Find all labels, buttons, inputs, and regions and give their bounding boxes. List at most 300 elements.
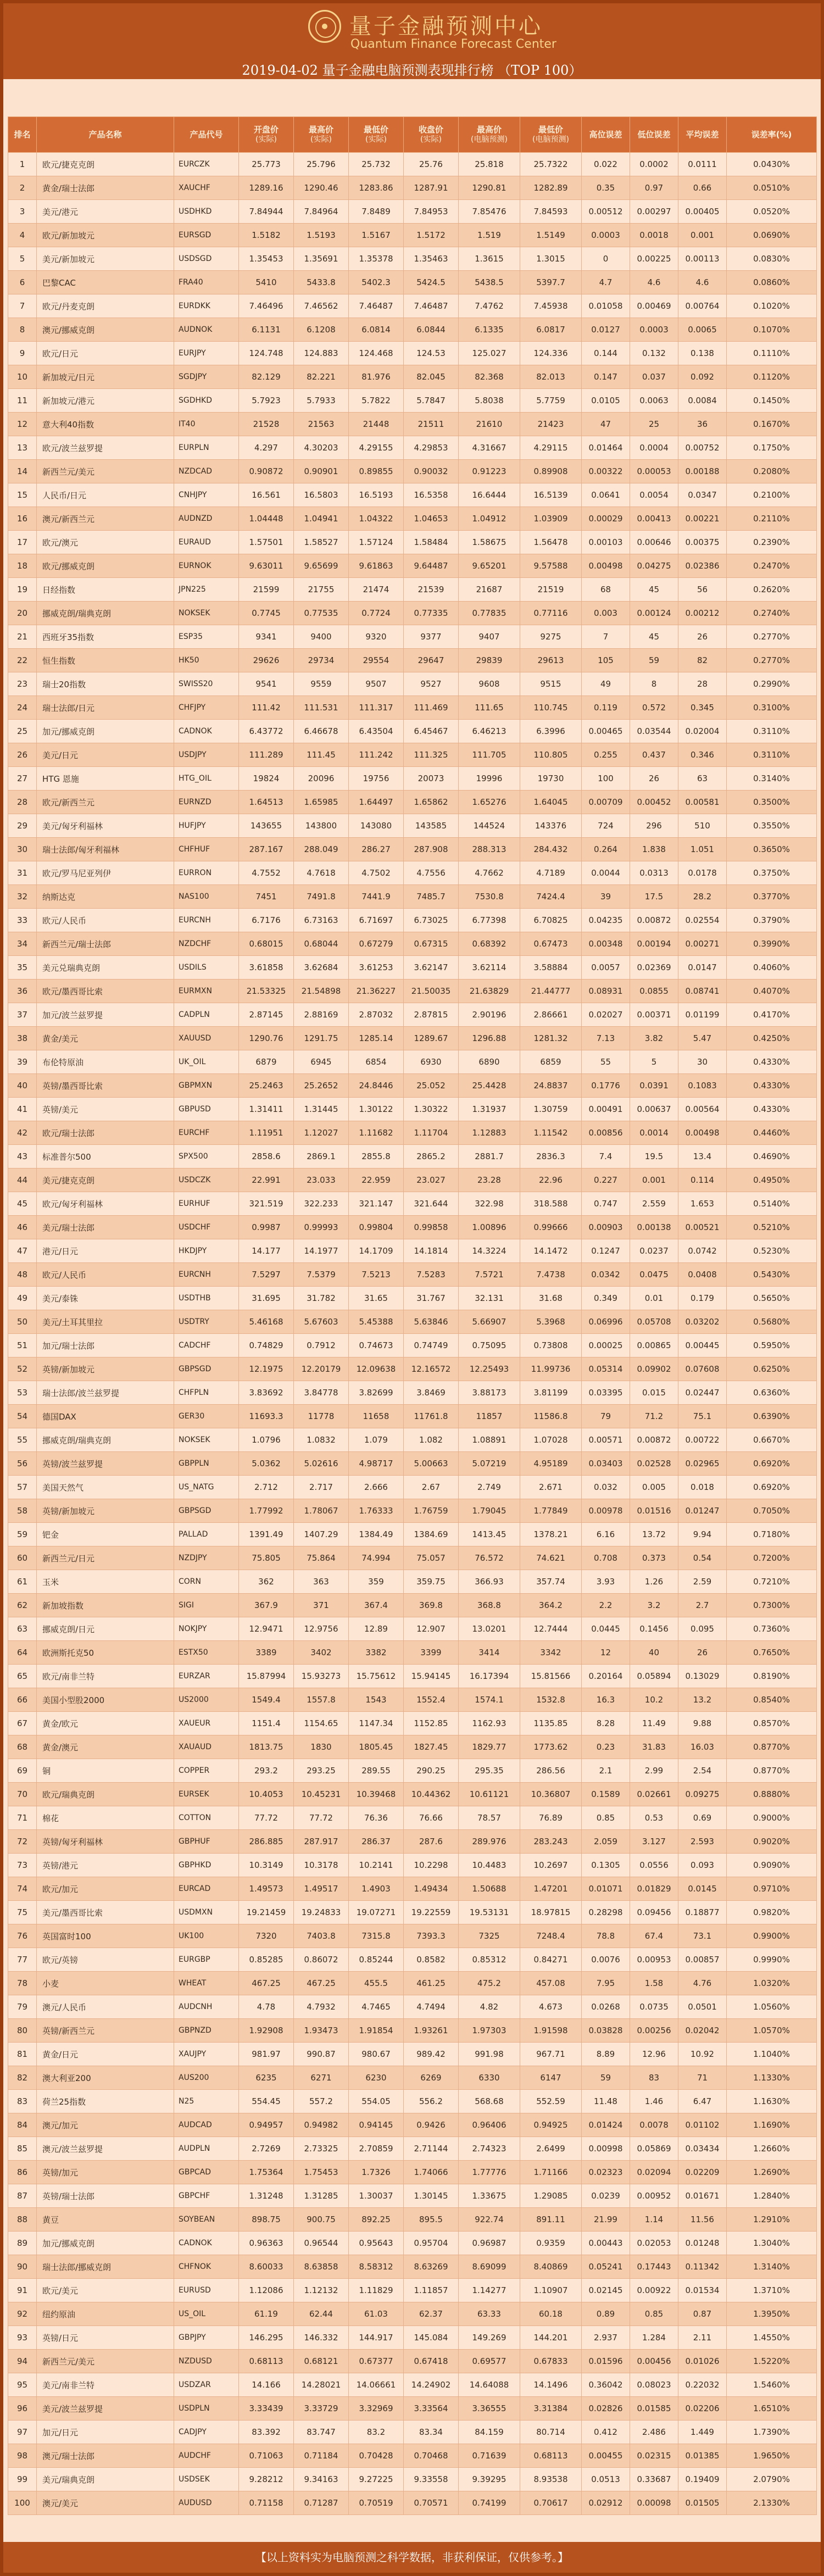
err-avg-cell: 13.4 xyxy=(678,1145,727,1169)
err-low-cell: 83 xyxy=(630,2066,678,2090)
high-cell: 1290.46 xyxy=(294,176,349,200)
product-code-cell: EURRON xyxy=(174,861,239,885)
rank-cell: 44 xyxy=(8,1169,37,1192)
err-high-cell: 0.02027 xyxy=(582,1003,630,1027)
err-avg-cell: 0.00113 xyxy=(678,247,727,271)
product-code-cell: CADNOK xyxy=(174,720,239,743)
high-cell: 4.30203 xyxy=(294,436,349,460)
product-code-cell: SOYBEAN xyxy=(174,2208,239,2232)
err-high-cell: 0.04235 xyxy=(582,909,630,932)
open-cell: 1.11951 xyxy=(239,1121,294,1145)
err-high-cell: 0.23 xyxy=(582,1735,630,1759)
err-avg-cell: 73.1 xyxy=(678,1924,727,1948)
err-pct-cell: 0.3140% xyxy=(727,767,817,791)
product-name-cell: 美元/泰铢 xyxy=(37,1287,174,1310)
open-cell: 362 xyxy=(239,1570,294,1594)
err-avg-cell: 0.69 xyxy=(678,1806,727,1830)
pred-low-cell: 10.36807 xyxy=(520,1783,582,1806)
pred-high-cell: 0.91223 xyxy=(459,460,520,483)
product-name-cell: 美元/捷克克朗 xyxy=(37,1169,174,1192)
open-cell: 10.3149 xyxy=(239,1854,294,1877)
open-cell: 5.7923 xyxy=(239,389,294,413)
product-code-cell: GBPMXN xyxy=(174,1074,239,1098)
product-code-cell: EURUSD xyxy=(174,2279,239,2302)
err-high-cell: 0.0342 xyxy=(582,1263,630,1287)
col-open: 开盘价 (实际) xyxy=(239,117,294,153)
err-high-cell: 3.93 xyxy=(582,1570,630,1594)
open-cell: 14.166 xyxy=(239,2373,294,2397)
high-cell: 1.49517 xyxy=(294,1877,349,1901)
high-cell: 1.78067 xyxy=(294,1499,349,1523)
err-avg-cell: 75.1 xyxy=(678,1405,727,1428)
product-code-cell: UK_OIL xyxy=(174,1050,239,1074)
err-low-cell: 0.17443 xyxy=(630,2255,678,2279)
pred-high-cell: 1.50688 xyxy=(459,1877,520,1901)
err-avg-cell: 4.6 xyxy=(678,271,727,294)
err-avg-cell: 0.018 xyxy=(678,1476,727,1499)
pred-low-cell: 0.94925 xyxy=(520,2113,582,2137)
err-low-cell: 0.0003 xyxy=(630,318,678,342)
low-cell: 6230 xyxy=(349,2066,404,2090)
err-pct-cell: 0.1750% xyxy=(727,436,817,460)
product-name-cell: 挪威克朗/瑞典克朗 xyxy=(37,602,174,625)
err-high-cell: 0.36042 xyxy=(582,2373,630,2397)
err-pct-cell: 1.1040% xyxy=(727,2043,817,2066)
close-cell: 1.082 xyxy=(404,1428,459,1452)
product-code-cell: ESTX50 xyxy=(174,1641,239,1665)
err-pct-cell: 0.9900% xyxy=(727,1924,817,1948)
table-row xyxy=(8,720,817,743)
err-pct-cell: 1.7390% xyxy=(727,2421,817,2444)
pred-high-cell: 1.12883 xyxy=(459,1121,520,1145)
err-avg-cell: 0.18877 xyxy=(678,1901,727,1924)
pred-low-cell: 60.18 xyxy=(520,2302,582,2326)
close-cell: 15.94145 xyxy=(404,1665,459,1688)
err-low-cell: 4.6 xyxy=(630,271,678,294)
err-avg-cell: 0.13029 xyxy=(678,1665,727,1688)
close-cell: 4.7494 xyxy=(404,1995,459,2019)
low-cell: 6.43504 xyxy=(349,720,404,743)
pred-high-cell: 6.46213 xyxy=(459,720,520,743)
err-pct-cell: 0.2770% xyxy=(727,625,817,649)
product-name-cell: 美元/南非兰特 xyxy=(37,2373,174,2397)
high-cell: 146.332 xyxy=(294,2326,349,2350)
low-cell: 12.89 xyxy=(349,1617,404,1641)
rank-cell: 39 xyxy=(8,1050,37,1074)
col-name: 产品名称 xyxy=(37,117,174,153)
close-cell: 0.70468 xyxy=(404,2444,459,2468)
table-row xyxy=(8,743,817,767)
err-avg-cell: 0.0084 xyxy=(678,389,727,413)
err-avg-cell: 82 xyxy=(678,649,727,672)
err-high-cell: 0.03403 xyxy=(582,1452,630,1476)
rank-cell: 18 xyxy=(8,554,37,578)
low-cell: 31.65 xyxy=(349,1287,404,1310)
pred-high-cell: 84.159 xyxy=(459,2421,520,2444)
rank-cell: 70 xyxy=(8,1783,37,1806)
low-cell: 21.36227 xyxy=(349,980,404,1003)
open-cell: 5410 xyxy=(239,271,294,294)
pred-high-cell: 4.31667 xyxy=(459,436,520,460)
product-code-cell: EURCZK xyxy=(174,153,239,176)
low-cell: 6.0814 xyxy=(349,318,404,342)
high-cell: 3.33729 xyxy=(294,2397,349,2421)
product-name-cell: 加元/日元 xyxy=(37,2421,174,2444)
rank-cell: 9 xyxy=(8,342,37,365)
product-name-cell: 瑞士法郎/匈牙利福林 xyxy=(37,838,174,861)
err-avg-cell: 0.02209 xyxy=(678,2161,727,2184)
err-pct-cell: 0.3500% xyxy=(727,791,817,814)
high-cell: 0.68121 xyxy=(294,2350,349,2373)
high-cell: 0.71287 xyxy=(294,2491,349,2515)
product-code-cell: COPPER xyxy=(174,1759,239,1783)
err-low-cell: 1.838 xyxy=(630,838,678,861)
table-row xyxy=(8,318,817,342)
low-cell: 0.95643 xyxy=(349,2232,404,2255)
err-pct-cell: 1.2840% xyxy=(727,2184,817,2208)
product-name-cell: 欧元/美元 xyxy=(37,2279,174,2302)
open-cell: 898.75 xyxy=(239,2208,294,2232)
err-high-cell: 16.3 xyxy=(582,1688,630,1712)
err-avg-cell: 0.08741 xyxy=(678,980,727,1003)
high-cell: 9559 xyxy=(294,672,349,696)
err-pct-cell: 0.2990% xyxy=(727,672,817,696)
err-avg-cell: 2.54 xyxy=(678,1759,727,1783)
err-low-cell: 17.5 xyxy=(630,885,678,909)
close-cell: 1.93261 xyxy=(404,2019,459,2043)
product-name-cell: 黄豆 xyxy=(37,2208,174,2232)
table-row xyxy=(8,767,817,791)
open-cell: 7320 xyxy=(239,1924,294,1948)
low-cell: 1147.34 xyxy=(349,1712,404,1735)
pred-high-cell: 289.976 xyxy=(459,1830,520,1854)
table-row xyxy=(8,980,817,1003)
product-code-cell: EURPLN xyxy=(174,436,239,460)
pred-high-cell: 19.53131 xyxy=(459,1901,520,1924)
col-err-low: 低位误差 xyxy=(630,117,678,153)
product-code-cell: EURCNH xyxy=(174,1263,239,1287)
low-cell: 7441.9 xyxy=(349,885,404,909)
low-cell: 25.732 xyxy=(349,153,404,176)
close-cell: 19.22559 xyxy=(404,1901,459,1924)
low-cell: 61.03 xyxy=(349,2302,404,2326)
product-code-cell: ESP35 xyxy=(174,625,239,649)
close-cell: 11761.8 xyxy=(404,1405,459,1428)
rank-cell: 34 xyxy=(8,932,37,956)
table-row xyxy=(8,1405,817,1428)
pred-low-cell: 14.1472 xyxy=(520,1239,582,1263)
pred-low-cell: 1.47201 xyxy=(520,1877,582,1901)
pred-low-cell: 9515 xyxy=(520,672,582,696)
pred-high-cell: 366.93 xyxy=(459,1570,520,1594)
pred-high-cell: 1.04912 xyxy=(459,507,520,531)
err-low-cell: 0.09456 xyxy=(630,1901,678,1924)
disclaimer-footer: 【以上资料实为电脑预测之科学数据，非获利保证，仅供参考。】 xyxy=(3,2542,821,2573)
col-low: 最低价 (实际) xyxy=(349,117,404,153)
pred-low-cell: 12.7444 xyxy=(520,1617,582,1641)
pred-low-cell: 1532.8 xyxy=(520,1688,582,1712)
err-pct-cell: 0.2110% xyxy=(727,507,817,531)
pred-high-cell: 16.17394 xyxy=(459,1665,520,1688)
page-header xyxy=(3,3,821,79)
err-high-cell: 0.03395 xyxy=(582,1381,630,1405)
err-pct-cell: 0.1110% xyxy=(727,342,817,365)
err-avg-cell: 0.00857 xyxy=(678,1948,727,1972)
table-row xyxy=(8,2468,817,2491)
col-rank: 排名 xyxy=(8,117,37,153)
err-low-cell: 10.2 xyxy=(630,1688,678,1712)
err-pct-cell: 0.8770% xyxy=(727,1759,817,1783)
open-cell: 293.2 xyxy=(239,1759,294,1783)
err-avg-cell: 2.59 xyxy=(678,1570,727,1594)
pred-high-cell: 1.33675 xyxy=(459,2184,520,2208)
err-avg-cell: 0.02004 xyxy=(678,720,727,743)
err-pct-cell: 1.2910% xyxy=(727,2208,817,2232)
close-cell: 111.325 xyxy=(404,743,459,767)
high-cell: 7403.8 xyxy=(294,1924,349,1948)
open-cell: 367.9 xyxy=(239,1594,294,1617)
rank-cell: 73 xyxy=(8,1854,37,1877)
rank-cell: 45 xyxy=(8,1192,37,1216)
pred-high-cell: 1.31937 xyxy=(459,1098,520,1121)
err-pct-cell: 0.5430% xyxy=(727,1263,817,1287)
pred-high-cell: 13.0201 xyxy=(459,1617,520,1641)
table-row xyxy=(8,1239,817,1263)
low-cell: 1.76333 xyxy=(349,1499,404,1523)
rank-cell: 50 xyxy=(8,1310,37,1334)
err-pct-cell: 0.7050% xyxy=(727,1499,817,1523)
open-cell: 25.773 xyxy=(239,153,294,176)
pred-low-cell: 1281.32 xyxy=(520,1027,582,1050)
err-avg-cell: 0.01505 xyxy=(678,2491,727,2515)
table-row xyxy=(8,1310,817,1334)
low-cell: 4.7502 xyxy=(349,861,404,885)
table-row xyxy=(8,1263,817,1287)
high-cell: 1.5193 xyxy=(294,224,349,247)
err-low-cell: 1.14 xyxy=(630,2208,678,2232)
pred-low-cell: 7.4738 xyxy=(520,1263,582,1287)
table-row xyxy=(8,1830,817,1854)
product-code-cell: NZDUSD xyxy=(174,2350,239,2373)
pred-high-cell: 6.1335 xyxy=(459,318,520,342)
err-low-cell: 0.00138 xyxy=(630,1216,678,1239)
open-cell: 111.289 xyxy=(239,743,294,767)
close-cell: 10.2298 xyxy=(404,1854,459,1877)
table-row xyxy=(8,1712,817,1735)
pred-high-cell: 4.7662 xyxy=(459,861,520,885)
pred-high-cell: 1574.1 xyxy=(459,1688,520,1712)
close-cell: 75.057 xyxy=(404,1546,459,1570)
pred-high-cell: 5438.5 xyxy=(459,271,520,294)
table-row xyxy=(8,1499,817,1523)
err-low-cell: 0.01585 xyxy=(630,2397,678,2421)
pred-high-cell: 0.71639 xyxy=(459,2444,520,2468)
product-name-cell: 新西兰元/日元 xyxy=(37,1546,174,1570)
rank-cell: 29 xyxy=(8,814,37,838)
product-code-cell: HTG_OIL xyxy=(174,767,239,791)
product-name-cell: 巴黎CAC xyxy=(37,271,174,294)
err-pct-cell: 0.2770% xyxy=(727,649,817,672)
low-cell: 74.994 xyxy=(349,1546,404,1570)
close-cell: 1.76759 xyxy=(404,1499,459,1523)
pred-high-cell: 9.65201 xyxy=(459,554,520,578)
err-low-cell: 0.00053 xyxy=(630,460,678,483)
close-cell: 7.5283 xyxy=(404,1263,459,1287)
close-cell: 5.7847 xyxy=(404,389,459,413)
open-cell: 1.12086 xyxy=(239,2279,294,2302)
err-avg-cell: 0.00564 xyxy=(678,1098,727,1121)
close-cell: 6.73025 xyxy=(404,909,459,932)
table-row xyxy=(8,531,817,554)
err-low-cell: 0.85 xyxy=(630,2302,678,2326)
product-name-cell: 美元/港元 xyxy=(37,200,174,224)
pred-low-cell: 318.588 xyxy=(520,1192,582,1216)
ranking-body xyxy=(8,153,817,2515)
err-high-cell: 0.0003 xyxy=(582,224,630,247)
high-cell: 25.2652 xyxy=(294,1074,349,1098)
product-code-cell: HKDJPY xyxy=(174,1239,239,1263)
err-high-cell: 0.05241 xyxy=(582,2255,630,2279)
product-code-cell: EURSEK xyxy=(174,1783,239,1806)
table-row xyxy=(8,1901,817,1924)
low-cell: 455.5 xyxy=(349,1972,404,1995)
low-cell: 321.147 xyxy=(349,1192,404,1216)
pred-low-cell: 2.671 xyxy=(520,1476,582,1499)
product-name-cell: 欧元/挪威克朗 xyxy=(37,554,174,578)
pred-low-cell: 22.96 xyxy=(520,1169,582,1192)
close-cell: 6.45467 xyxy=(404,720,459,743)
pred-low-cell: 0.68113 xyxy=(520,2444,582,2468)
open-cell: 1.64513 xyxy=(239,791,294,814)
pred-high-cell: 7.85476 xyxy=(459,200,520,224)
err-avg-cell: 0.0501 xyxy=(678,1995,727,2019)
open-cell: 0.68015 xyxy=(239,932,294,956)
err-pct-cell: 0.9990% xyxy=(727,1948,817,1972)
low-cell: 2.70859 xyxy=(349,2137,404,2161)
high-cell: 0.7912 xyxy=(294,1334,349,1357)
err-low-cell: 296 xyxy=(630,814,678,838)
open-cell: 1.92908 xyxy=(239,2019,294,2043)
open-cell: 19824 xyxy=(239,767,294,791)
err-pct-cell: 0.2080% xyxy=(727,460,817,483)
err-avg-cell: 0.00581 xyxy=(678,791,727,814)
open-cell: 554.45 xyxy=(239,2090,294,2113)
err-low-cell: 0.0063 xyxy=(630,389,678,413)
pred-high-cell: 1.519 xyxy=(459,224,520,247)
err-high-cell: 0.03828 xyxy=(582,2019,630,2043)
err-high-cell: 0.00029 xyxy=(582,507,630,531)
product-code-cell: HK50 xyxy=(174,649,239,672)
product-name-cell: 钯金 xyxy=(37,1523,174,1546)
pred-low-cell: 2.86661 xyxy=(520,1003,582,1027)
product-name-cell: 英镑/波兰兹罗提 xyxy=(37,1452,174,1476)
err-pct-cell: 0.4330% xyxy=(727,1098,817,1121)
low-cell: 111.317 xyxy=(349,696,404,720)
err-pct-cell: 0.7300% xyxy=(727,1594,817,1617)
table-row xyxy=(8,1121,817,1145)
table-row xyxy=(8,507,817,531)
col-err-high: 高位误差 xyxy=(582,117,630,153)
pred-low-cell: 144.201 xyxy=(520,2326,582,2350)
table-row xyxy=(8,294,817,318)
low-cell: 0.67377 xyxy=(349,2350,404,2373)
pred-low-cell: 19730 xyxy=(520,767,582,791)
err-low-cell: 0.01516 xyxy=(630,1499,678,1523)
close-cell: 6.0844 xyxy=(404,318,459,342)
err-high-cell: 68 xyxy=(582,578,630,602)
rank-cell: 75 xyxy=(8,1901,37,1924)
err-pct-cell: 0.2470% xyxy=(727,554,817,578)
err-high-cell: 0.02826 xyxy=(582,2397,630,2421)
open-cell: 6.43772 xyxy=(239,720,294,743)
pred-high-cell: 3.36555 xyxy=(459,2397,520,2421)
err-avg-cell: 26 xyxy=(678,1641,727,1665)
product-code-cell: XAUCHF xyxy=(174,176,239,200)
low-cell: 124.468 xyxy=(349,342,404,365)
product-name-cell: 澳元/新西兰元 xyxy=(37,507,174,531)
table-row xyxy=(8,1523,817,1546)
err-avg-cell: 0.0147 xyxy=(678,956,727,980)
high-cell: 14.28021 xyxy=(294,2373,349,2397)
low-cell: 83.2 xyxy=(349,2421,404,2444)
high-cell: 21563 xyxy=(294,413,349,436)
pred-low-cell: 0.67473 xyxy=(520,932,582,956)
err-high-cell: 0.227 xyxy=(582,1169,630,1192)
rank-cell: 97 xyxy=(8,2421,37,2444)
err-pct-cell: 0.3650% xyxy=(727,838,817,861)
product-code-cell: AUDUSD xyxy=(174,2491,239,2515)
err-avg-cell: 0.00722 xyxy=(678,1428,727,1452)
low-cell: 1285.14 xyxy=(349,1027,404,1050)
pred-high-cell: 1.97303 xyxy=(459,2019,520,2043)
err-high-cell: 8.28 xyxy=(582,1712,630,1735)
err-low-cell: 0.001 xyxy=(630,1169,678,1192)
high-cell: 12.20179 xyxy=(294,1357,349,1381)
high-cell: 5433.8 xyxy=(294,271,349,294)
rank-cell: 42 xyxy=(8,1121,37,1145)
high-cell: 0.94982 xyxy=(294,2113,349,2137)
low-cell: 9.27225 xyxy=(349,2468,404,2491)
err-pct-cell: 1.1690% xyxy=(727,2113,817,2137)
product-name-cell: 瑞士法郎/日元 xyxy=(37,696,174,720)
rank-cell: 37 xyxy=(8,1003,37,1027)
low-cell: 143080 xyxy=(349,814,404,838)
rank-cell: 21 xyxy=(8,625,37,649)
err-high-cell: 0.00443 xyxy=(582,2232,630,2255)
pred-low-cell: 124.336 xyxy=(520,342,582,365)
table-row xyxy=(8,2350,817,2373)
err-avg-cell: 56 xyxy=(678,578,727,602)
err-low-cell: 0.01829 xyxy=(630,1877,678,1901)
rank-cell: 57 xyxy=(8,1476,37,1499)
high-cell: 1.31285 xyxy=(294,2184,349,2208)
table-row xyxy=(8,1617,817,1641)
err-high-cell: 0.35 xyxy=(582,176,630,200)
pred-low-cell: 74.621 xyxy=(520,1546,582,1570)
product-name-cell: 欧元/瑞士法郎 xyxy=(37,1121,174,1145)
pred-high-cell: 0.75095 xyxy=(459,1334,520,1357)
err-low-cell: 3.82 xyxy=(630,1027,678,1050)
open-cell: 3389 xyxy=(239,1641,294,1665)
pred-low-cell: 4.7189 xyxy=(520,861,582,885)
product-name-cell: 英镑/美元 xyxy=(37,1098,174,1121)
product-name-cell: 意大利40指数 xyxy=(37,413,174,436)
err-high-cell: 21.99 xyxy=(582,2208,630,2232)
rank-cell: 12 xyxy=(8,413,37,436)
product-name-cell: 新西兰元/美元 xyxy=(37,460,174,483)
err-low-cell: 0.00194 xyxy=(630,932,678,956)
err-low-cell: 0.02315 xyxy=(630,2444,678,2468)
